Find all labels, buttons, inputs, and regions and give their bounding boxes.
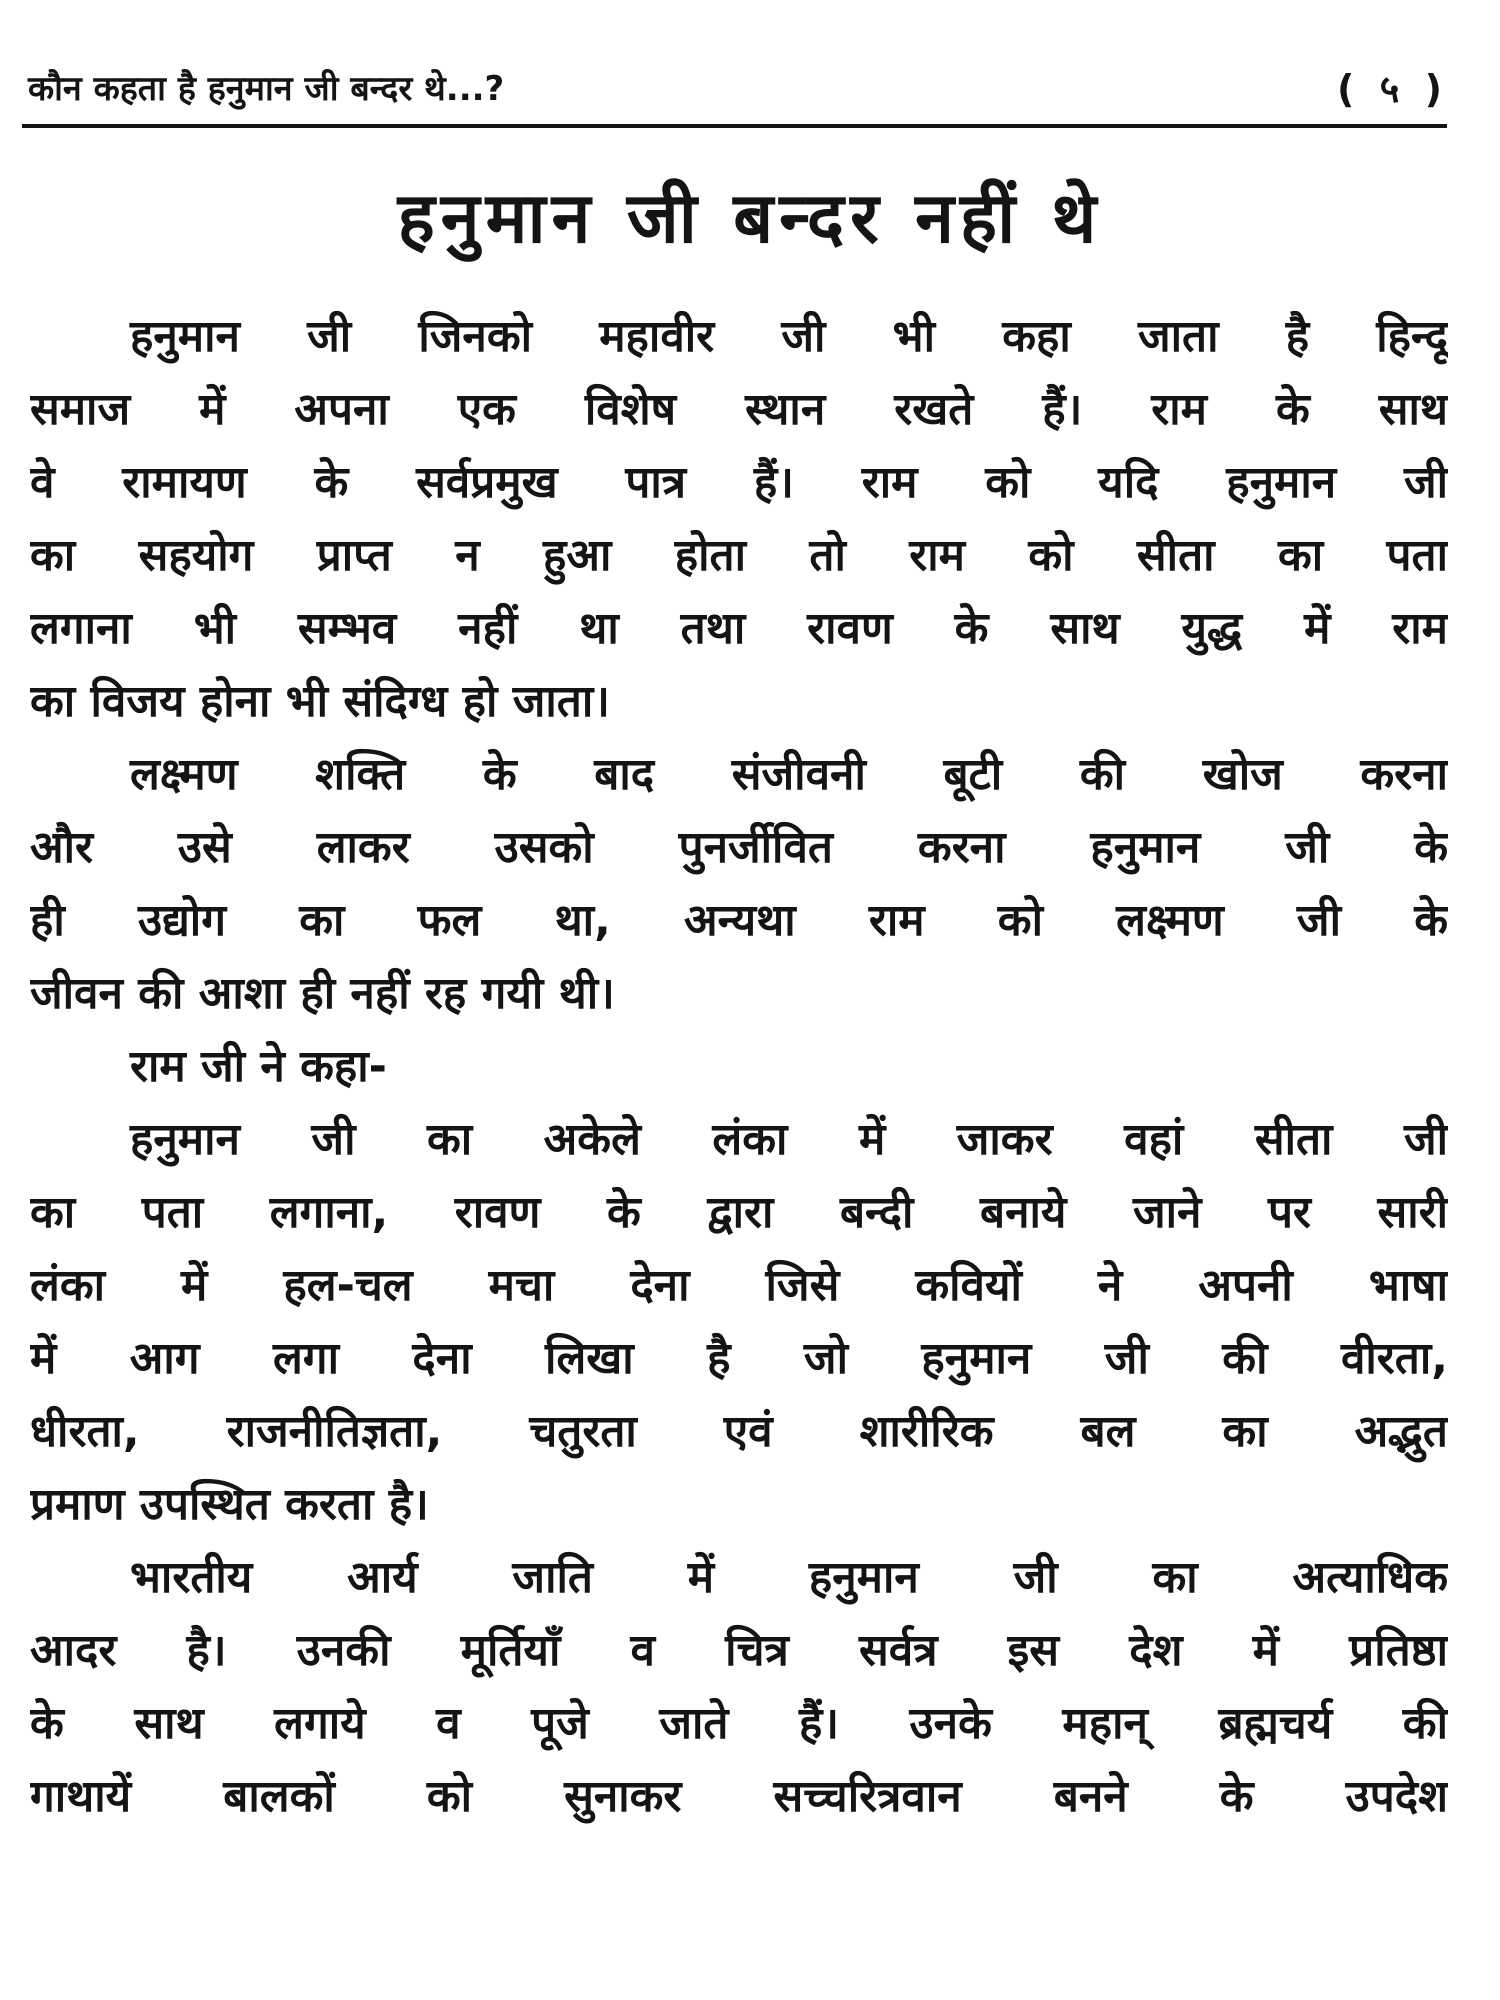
header-rule (22, 124, 1447, 128)
quote-intro (30, 1030, 1448, 1103)
paragraph-2 (30, 738, 1448, 1030)
text-line: लगाना भी सम्भव नहीं था तथा रावण के साथ युद्ध में राम (30, 603, 1448, 654)
quote-intro-text: राम जी ने कहा- (130, 1041, 387, 1092)
text-line: लंका में हल-चल मचा देना जिसे कवियों ने अपनी भाषा (30, 1260, 1448, 1311)
page-number: ( ५ ) (1337, 67, 1448, 111)
text-line: लक्ष्मण शक्ति के बाद संजीवनी बूटी की खोज करना (130, 749, 1448, 800)
text-line: और उसे लाकर उसको पुनर्जीवित करना हनुमान जी के (30, 822, 1448, 873)
text-line: हनुमान जी जिनको महावीर जी भी कहा जाता है हिन्दू (130, 311, 1448, 362)
text-line: प्रमाण उपस्थित करता है। (30, 1479, 429, 1530)
text-line: में आग लगा देना लिखा है जो हनुमान जी की वीरता, (30, 1333, 1448, 1384)
text-line: हनुमान जी का अकेले लंका में जाकर वहां सीता जी (130, 1114, 1448, 1165)
text-line: का विजय होना भी संदिग्ध हो जाता। (30, 676, 610, 727)
text-line: समाज में अपना एक विशेष स्थान रखते हैं। राम के साथ (30, 384, 1448, 435)
running-head-title: कौन कहता है हनुमान जी बन्दर थे...? (28, 69, 505, 109)
text-line: धीरता, राजनीतिज्ञता, चतुरता एवं शारीरिक बल का अद्भुत (30, 1406, 1448, 1457)
text-line: आदर है। उनकी मूर्तियाँ व चित्र सर्वत्र इस देश में प्रतिष्ठा (30, 1625, 1448, 1676)
text-line: वे रामायण के सर्वप्रमुख पात्र हैं। राम को यदि हनुमान जी (30, 457, 1448, 508)
text-line: ही उद्योग का फल था, अन्यथा राम को लक्ष्मण जी के (30, 895, 1448, 946)
body-text (30, 300, 1448, 1833)
text-line: जीवन की आशा ही नहीं रह गयी थी। (30, 968, 615, 1019)
text-line: के साथ लगाये व पूजे जाते हैं। उनके महान् ब्रह्मचर्य की (30, 1698, 1448, 1749)
text-line: गाथायें बालकों को सुनाकर सच्चरित्रवान बनने के उपदेश (30, 1771, 1448, 1822)
paragraph-3 (30, 1103, 1448, 1541)
text-line: का पता लगाना, रावण के द्वारा बन्दी बनाये जाने पर सारी (30, 1187, 1448, 1238)
text-line: का सहयोग प्राप्त न हुआ होता तो राम को सीता का पता (30, 530, 1448, 581)
text-line: भारतीय आर्य जाति में हनुमान जी का अत्याधिक (130, 1552, 1448, 1603)
paragraph-4 (30, 1541, 1448, 1833)
paragraph-1 (30, 300, 1448, 738)
chapter-title: हनुमान जी बन्दर नहीं थे (397, 177, 1103, 259)
